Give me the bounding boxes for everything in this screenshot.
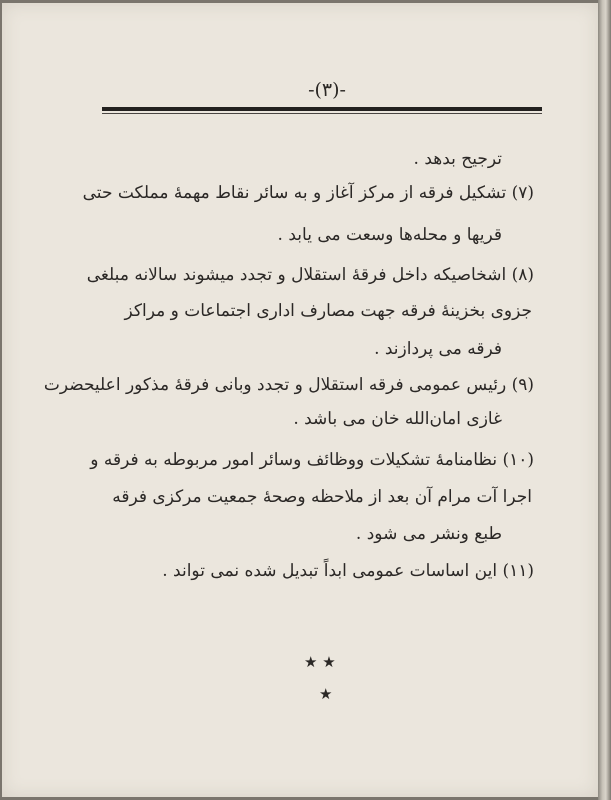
- document-page: [2, 3, 598, 797]
- article-11-line-1: (۱۱) این اساسات عمومی ابداً تبدیل شده نمی تواند .: [162, 561, 534, 581]
- article-8-line-3: فرقه می پردازند .: [374, 339, 502, 359]
- ornament-stars-top: ★ ★: [304, 653, 336, 671]
- article-10-line-2: اجرا آت مرام آن بعد از ملاحظه وصحهٔ جمعیت مرکزی فرقه: [112, 487, 532, 507]
- text-line-1: ترجیح بدهد .: [413, 149, 502, 169]
- article-9-line-2: غازی امان‌الله خان می باشد .: [293, 409, 502, 429]
- article-7-line-1: (۷) تشکیل فرقه از مرکز آغاز و به سائر نقاط مهمهٔ مملکت حتی: [82, 183, 534, 203]
- page-number: -(۳)-: [308, 79, 346, 101]
- ornament-star-bottom: ★: [319, 685, 333, 703]
- article-8-line-1: (۸) اشخاصیکه داخل فرقهٔ استقلال و تجدد میشوند سالانه مبلغی: [86, 265, 534, 285]
- article-10-line-3: طبع ونشر می شود .: [355, 524, 502, 544]
- header-rule-thin: [102, 113, 542, 114]
- article-8-line-2: جزوی بخزینهٔ فرقه جهت مصارف اداری اجتماعات و مراکز: [124, 301, 532, 321]
- article-7-line-2: قریها و محله‌ها وسعت می یابد .: [277, 225, 502, 245]
- article-10-line-1: (۱۰) نظامنامهٔ تشکیلات ووظائف وسائر امور مربوطه به فرقه و: [90, 450, 534, 470]
- article-9-line-1: (۹) رئیس عمومی فرقه استقلال و تجدد وبانی فرقهٔ مذکور اعلیحضرت: [43, 375, 534, 395]
- page-edge-shadow: [598, 0, 611, 800]
- header-rule-thick: [102, 107, 542, 111]
